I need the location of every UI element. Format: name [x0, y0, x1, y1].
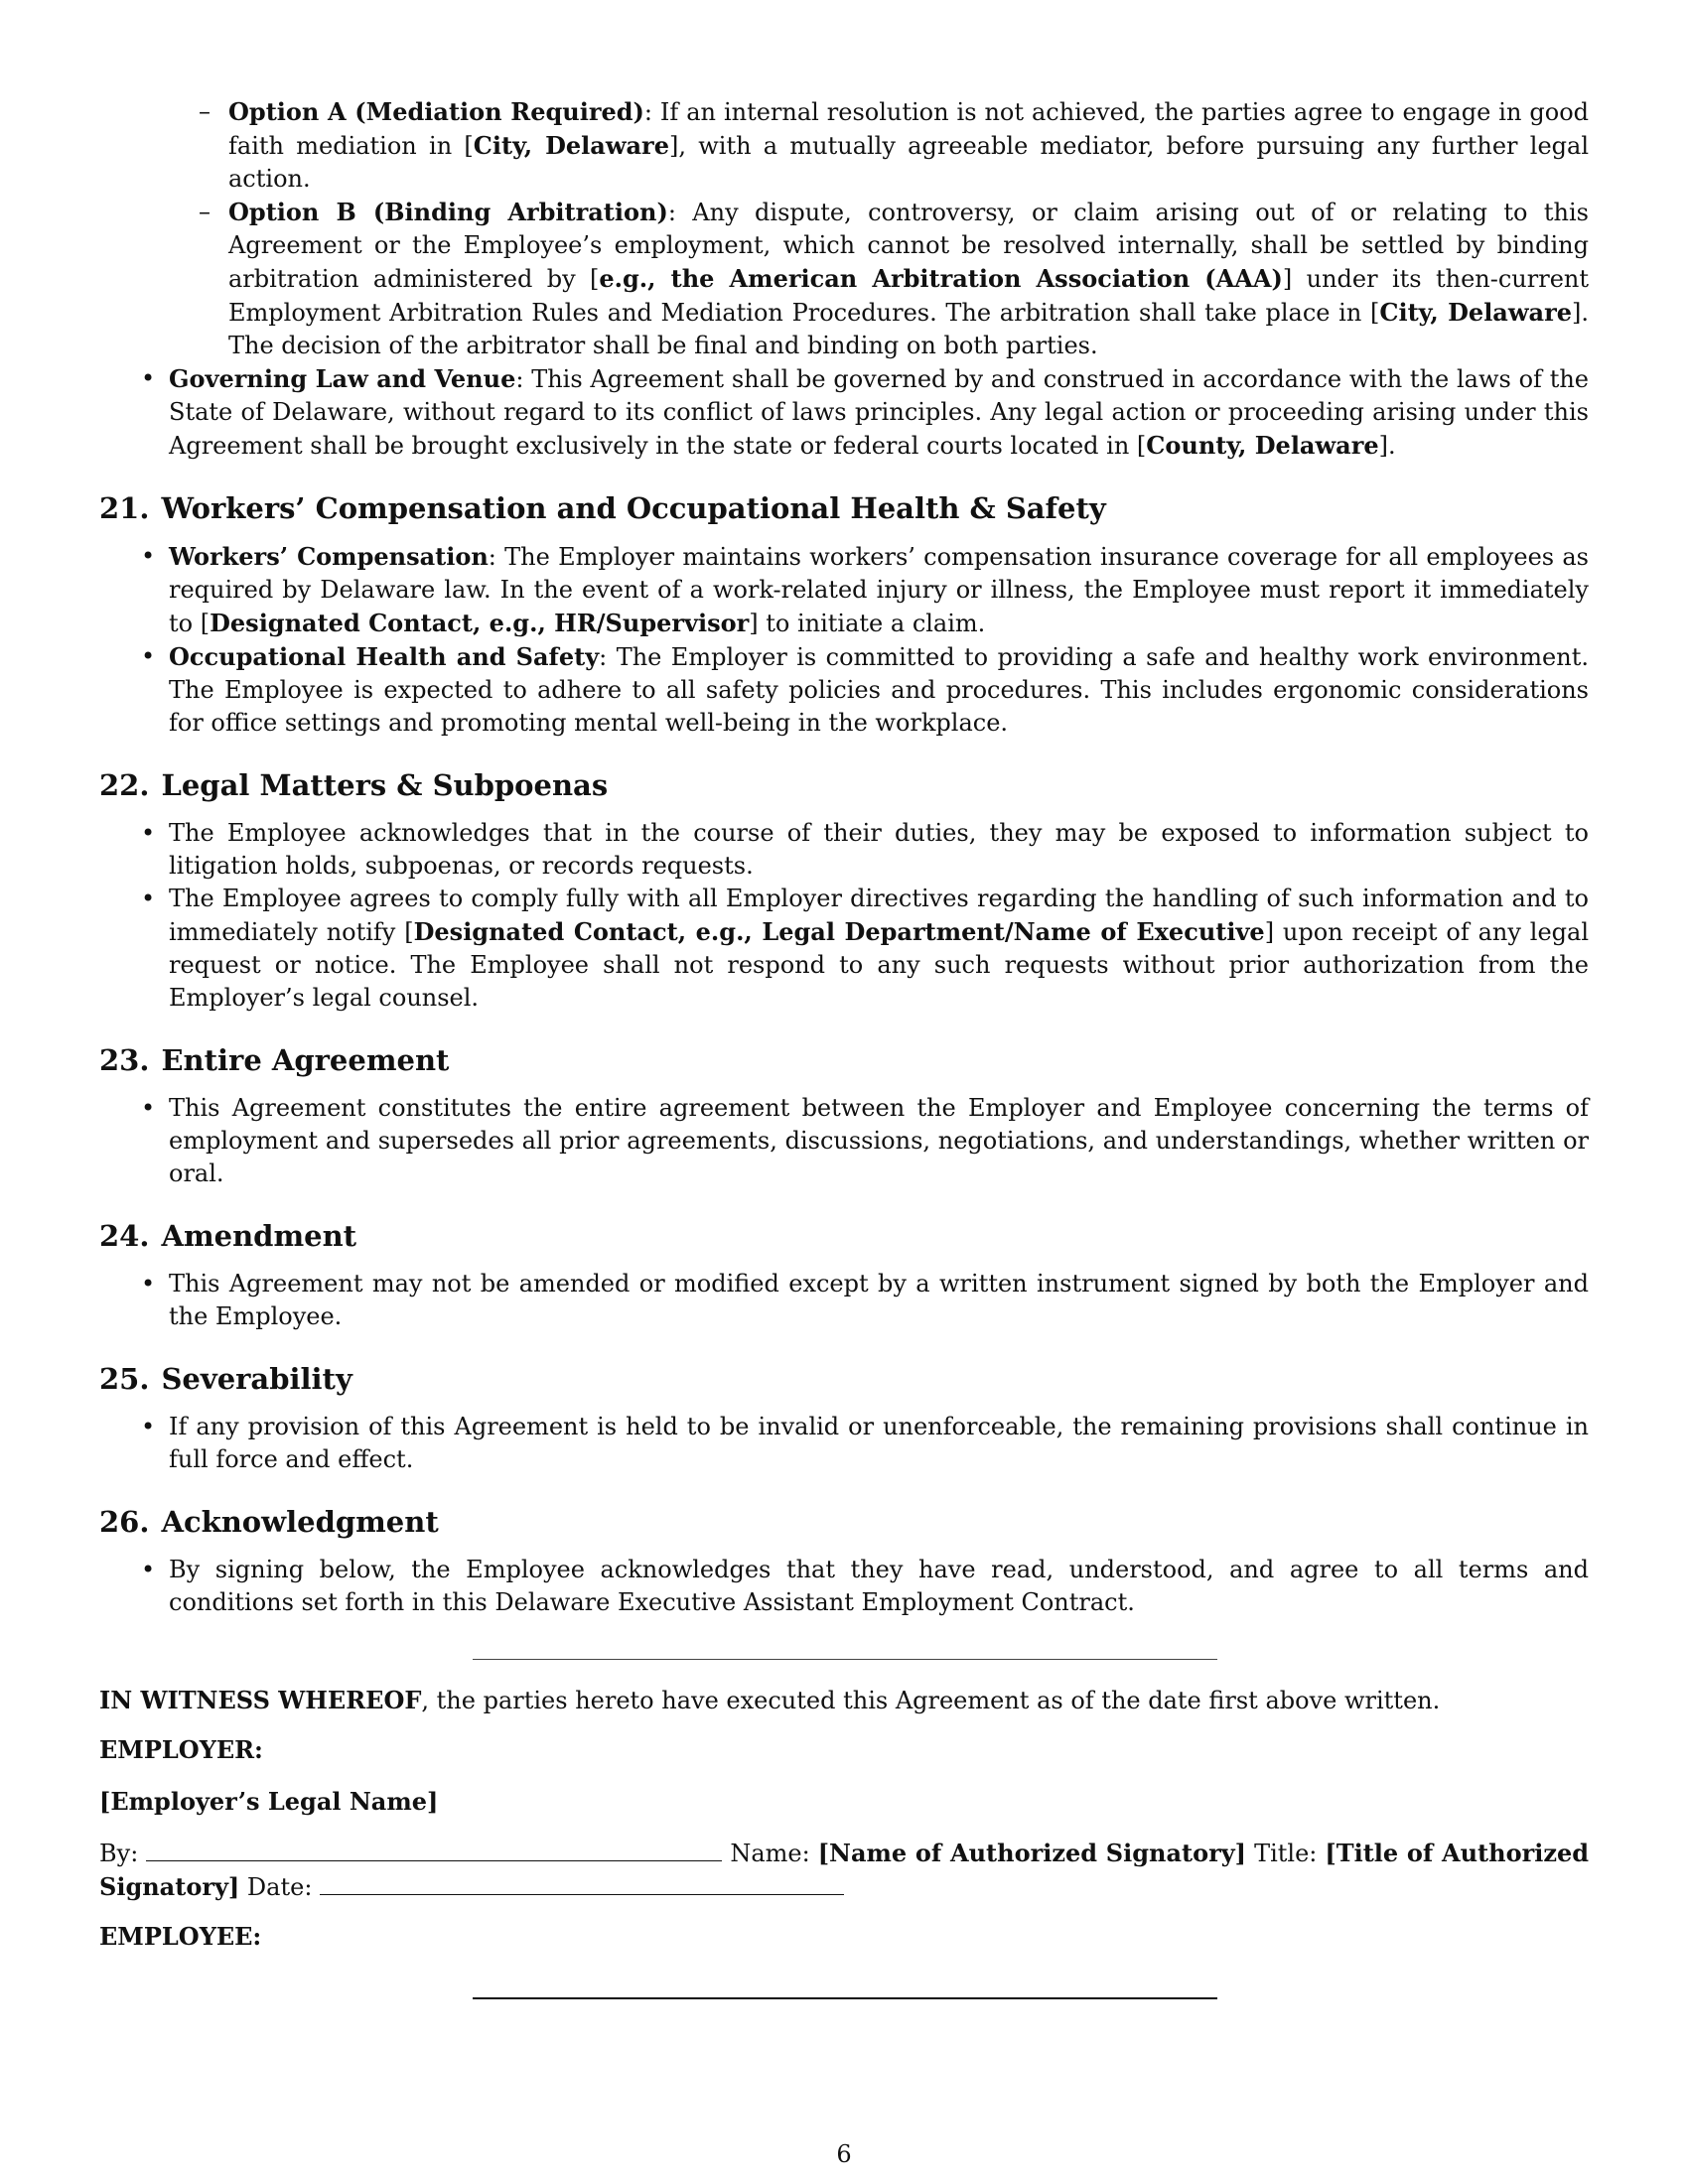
section-title: Entire Agreement	[161, 1043, 450, 1077]
employer-heading	[99, 1733, 1589, 1767]
ohs-label: Occupational Health and Safety	[169, 642, 600, 671]
employer-legal-name-text: [Employer’s Legal Name]	[99, 1787, 439, 1816]
list-item	[99, 883, 1589, 1015]
name-value: [Name of Authorized Signatory]	[817, 1839, 1247, 1867]
section-title: Workers’ Compensation and Occupational Health & Safety	[161, 491, 1106, 525]
list-item: • This Agreement may not be amended or modified except by a written instrument signed by both the Employer and the Employee.	[99, 1268, 1589, 1333]
section-24-list	[99, 1268, 1589, 1333]
s22-text-end: ] upon receipt of any legal request or notice. The Employee shall not respond to any such requests without prior authorization from the Employer’s legal counsel.	[169, 918, 1589, 1012]
governing-law-text: : This Agreement shall be governed by and construed in accordance with the laws of the State of Delaware, without regard to its conflict of laws principles. Any legal action or proceeding arising under this Agreement shall be brought exclusively in the state or federal courts located in [	[169, 365, 1590, 460]
document-page	[99, 95, 1589, 1999]
witness-lead: IN WITNESS WHEREOF	[99, 1686, 422, 1714]
list-item: • The Employee acknowledges that in the course of their duties, they may be exposed to information subject to litigation holds, subpoenas, or records requests.	[99, 817, 1589, 883]
list-item: • If any provision of this Agreement is held to be invalid or unenforceable, the remaining provisions shall continue in full force and effect.	[99, 1411, 1589, 1476]
signature-block	[99, 1837, 1589, 1904]
section-number: 24.	[99, 1219, 150, 1253]
dispute-options-list	[99, 95, 1589, 362]
option-a-text-end: ], with a mutually agreeable mediator, before pursuing any further legal action.	[228, 132, 1589, 193]
by-signature-line[interactable]	[146, 1839, 722, 1861]
option-a-item	[99, 95, 1589, 196]
section-title: Legal Matters & Subpoenas	[161, 768, 609, 802]
section-22-heading	[99, 765, 1589, 805]
employee-heading-text: EMPLOYEE:	[99, 1922, 262, 1951]
list-item: • This Agreement constitutes the entire agreement between the Employer and Employee concerning the terms of employment and supersedes all prior agreements, discussions, negotiations, and understandings, whether written or oral.	[99, 1092, 1589, 1190]
section-title: Amendment	[161, 1219, 357, 1253]
workers-comp-item	[99, 540, 1589, 640]
ohs-text: : The Employer is committed to providing a safe and healthy work environment. The Employee is expected to adhere to all safety policies and procedures. This includes ergonomic considerations for office settings and promoting mental well-being in the workplace.	[169, 643, 1589, 737]
workers-comp-text: : The Employer maintains workers’ compensation insurance coverage for all employees as required by Delaware law. In the event of a work-related injury or illness, the Employee must report it immediately to [	[169, 543, 1589, 637]
option-a-text: : If an internal resolution is not achieved, the parties agree to engage in good faith mediation in [	[228, 98, 1590, 160]
option-b-label: Option B (Binding Arbitration)	[228, 198, 668, 226]
by-label: By:	[99, 1840, 139, 1867]
section-25-heading	[99, 1359, 1589, 1399]
page-number: 6	[836, 2140, 852, 2168]
s22-contact: Designated Contact, e.g., Legal Department/Name of Executive	[413, 917, 1265, 946]
title-value: [Title of Authorized Signatory]	[99, 1839, 1590, 1901]
name-label: Name:	[730, 1840, 810, 1867]
option-a-label: Option A (Mediation Required)	[228, 97, 644, 126]
governing-law-item	[99, 362, 1589, 463]
title-label: Title:	[1254, 1840, 1318, 1867]
section-number: 25.	[99, 1362, 150, 1396]
employer-legal-name	[99, 1785, 1589, 1819]
option-b-org: e.g., the American Arbitration Association (AAA)	[599, 264, 1283, 293]
option-b-text-mid: ] under its then-current Employment Arbitration Rules and Mediation Procedures. The arbitration shall take place in [	[228, 265, 1590, 327]
section-title: Severability	[161, 1362, 352, 1396]
witness-statement	[99, 1684, 1589, 1717]
section-22-list	[99, 817, 1589, 1015]
ohs-item	[99, 640, 1589, 740]
section-21-list	[99, 540, 1589, 740]
option-b-place: City, Delaware	[1379, 298, 1572, 327]
section-number: 22.	[99, 768, 150, 802]
employee-heading	[99, 1920, 1589, 1954]
section-23-list	[99, 1092, 1589, 1190]
governing-law-list	[99, 362, 1589, 463]
section-number: 23.	[99, 1043, 150, 1077]
section-26-list	[99, 1554, 1589, 1619]
option-b-text-end: ]. The decision of the arbitrator shall be final and binding on both parties.	[228, 299, 1589, 359]
workers-comp-contact: Designated Contact, e.g., HR/Supervisor	[210, 609, 750, 637]
option-a-place: City, Delaware	[473, 131, 669, 160]
section-number: 21.	[99, 491, 150, 525]
workers-comp-label: Workers’ Compensation	[169, 542, 489, 571]
employer-heading-text: EMPLOYER:	[99, 1735, 263, 1764]
section-25-list	[99, 1411, 1589, 1476]
section-title: Acknowledgment	[161, 1505, 439, 1539]
governing-law-label: Governing Law and Venue	[169, 364, 516, 393]
date-signature-line[interactable]	[320, 1872, 844, 1895]
option-b-item	[99, 196, 1589, 362]
list-item: • By signing below, the Employee acknowledges that they have read, understood, and agree to all terms and conditions set forth in this Delaware Executive Assistant Employment Contract.	[99, 1554, 1589, 1619]
section-21-heading	[99, 488, 1589, 528]
workers-comp-text-end: ] to initiate a claim.	[749, 610, 986, 637]
section-number: 26.	[99, 1505, 150, 1539]
governing-law-text-end: ].	[1378, 432, 1396, 460]
governing-law-place: County, Delaware	[1146, 431, 1379, 460]
date-label: Date:	[246, 1873, 313, 1901]
option-b-text: : Any dispute, controversy, or claim arising out of or relating to this Agreement or the Employee’s employment, which cannot be resolved internally, shall be settled by binding arbitration administered by [	[228, 199, 1589, 293]
section-26-heading	[99, 1502, 1589, 1542]
section-23-heading	[99, 1040, 1589, 1080]
witness-text: , the parties hereto have executed this Agreement as of the date first above written.	[421, 1687, 1441, 1714]
section-24-heading	[99, 1216, 1589, 1256]
employee-signature-line[interactable]	[473, 1997, 1217, 1999]
s22-text: The Employee agrees to comply fully with all Employer directives regarding the handling of such information and to immediately notify [	[169, 885, 1589, 946]
